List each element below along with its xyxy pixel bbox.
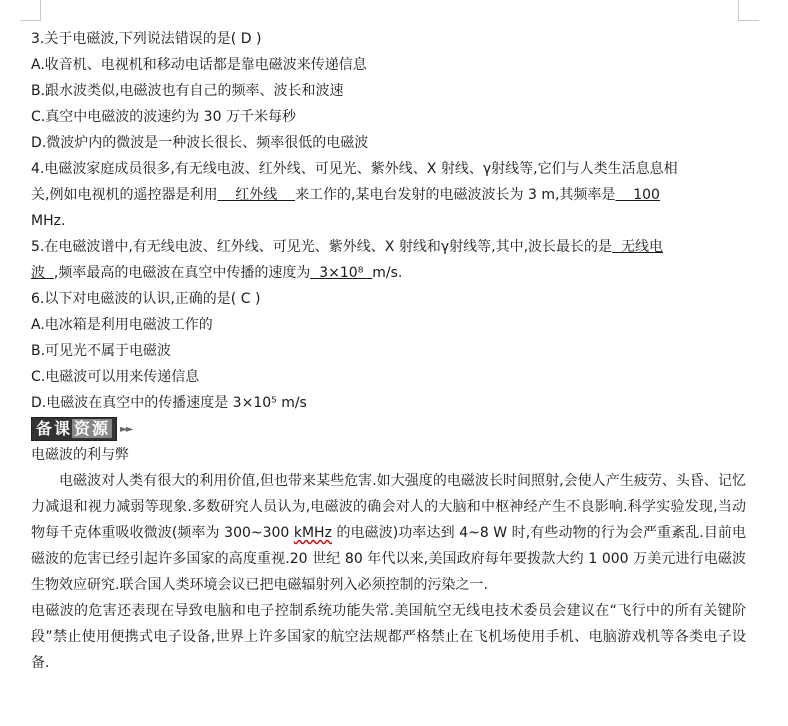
question-4-answer-2: 100 xyxy=(615,187,660,203)
question-6-option-d: D.电磁波在真空中的传播速度是 3×10⁵ m/s xyxy=(31,395,307,411)
banner-label xyxy=(31,417,117,441)
question-5-answer-1a: 无线电 xyxy=(612,239,663,255)
question-4-text-b: 来工作的,某电台发射的电磁波波长为 3 m,其频率是 xyxy=(295,187,616,203)
banner-label-part-2: 资源 xyxy=(74,419,111,438)
question-5-answer-1b: 波 xyxy=(31,265,54,281)
question-5-text-a: 5.在电磁波谱中,有无线电波、红外线、可见光、紫外线、X 射线和γ射线等,其中,波长最长的是 xyxy=(31,239,613,255)
question-6-stem: 6.以下对电磁波的认识,正确的是( C ) xyxy=(31,291,261,307)
question-5-line-1 xyxy=(31,234,746,260)
lesson-resource-banner xyxy=(31,416,746,442)
question-3-option-b: B.跟水波类似,电磁波也有自己的频率、波长和波速 xyxy=(31,83,344,99)
document-body xyxy=(31,26,746,676)
question-3-stem: 3.关于电磁波,下列说法错误的是( D ) xyxy=(31,31,262,47)
question-4-line-2 xyxy=(31,182,746,208)
article-paragraph-1-text-a: 电磁波对人类有很大的利用价值,但也带来某些危害.如大强度的电磁波长时间照射,会使人产生疲劳、头昏、记忆力减退和视力减弱等现象.多数研究人员认为,电磁波的确会对人的大脑和中枢神经产生不良影响.科学实验发现,当动物每千克体重吸收微波(频率为 300~300 xyxy=(31,473,746,541)
question-3-option-a: A.收音机、电视机和移动电话都是靠电磁波来传递信息 xyxy=(31,57,367,73)
question-5-text-b: ,频率最高的电磁波在真空中传播的速度为 xyxy=(53,265,311,281)
question-4-line-1: 4.电磁波家庭成员很多,有无线电波、红外线、可见光、紫外线、X 射线、γ射线等,它们与人类生活息息相 xyxy=(31,161,678,177)
article-paragraph-1 xyxy=(31,468,746,598)
question-4-answer-1: 红外线 xyxy=(217,187,296,203)
article-paragraph-2: 电磁波的危害还表现在导致电脑和电子控制系统功能失常.美国航空无线电技术委员会建议在“飞行中的所有关键阶段”禁止使用便携式电子设备,世界上许多国家的航空法规都严格禁止在飞机场使用手机、电脑游戏机等各类电子设备. xyxy=(31,603,746,671)
question-6-option-b: B.可见光不属于电磁波 xyxy=(31,343,172,359)
double-arrow-icon: ►► xyxy=(120,423,132,435)
question-5-line-2 xyxy=(31,260,746,286)
question-5-text-c: m/s. xyxy=(372,265,403,281)
question-6-option-c: C.电磁波可以用来传递信息 xyxy=(31,369,200,385)
page-corner-mark-right xyxy=(738,0,759,21)
question-3-option-c: C.真空中电磁波的波速约为 30 万千米每秒 xyxy=(31,109,296,125)
page-corner-mark-left xyxy=(20,0,41,21)
question-4-text-a: 关,例如电视机的遥控器是利用 xyxy=(31,187,218,203)
banner-label-part-1: 备课 xyxy=(36,419,73,438)
article-unit-spellcheck: kMHz xyxy=(293,525,332,541)
article-title: 电磁波的利与弊 xyxy=(31,447,129,463)
question-3-option-d: D.微波炉内的微波是一种波长很长、频率很低的电磁波 xyxy=(31,135,369,151)
article-paragraph-1-text-b: 的电磁波)功率达到 4~8 W 时,有些动物的行为会严重紊乱.目前电磁波的危害已经引起许多国家的高度重视.20 世纪 80 年代以来,美国政府每年要拨款大约 1 000 万美元进行电磁波生物效应研究.联合国人类环境会议已把电磁辐射列入必须控制的污染之一. xyxy=(31,525,746,593)
question-6-option-a: A.电冰箱是利用电磁波工作的 xyxy=(31,317,213,333)
question-5-answer-2: 3×10⁸ xyxy=(310,265,373,281)
question-4-line-3: MHz. xyxy=(31,213,66,229)
